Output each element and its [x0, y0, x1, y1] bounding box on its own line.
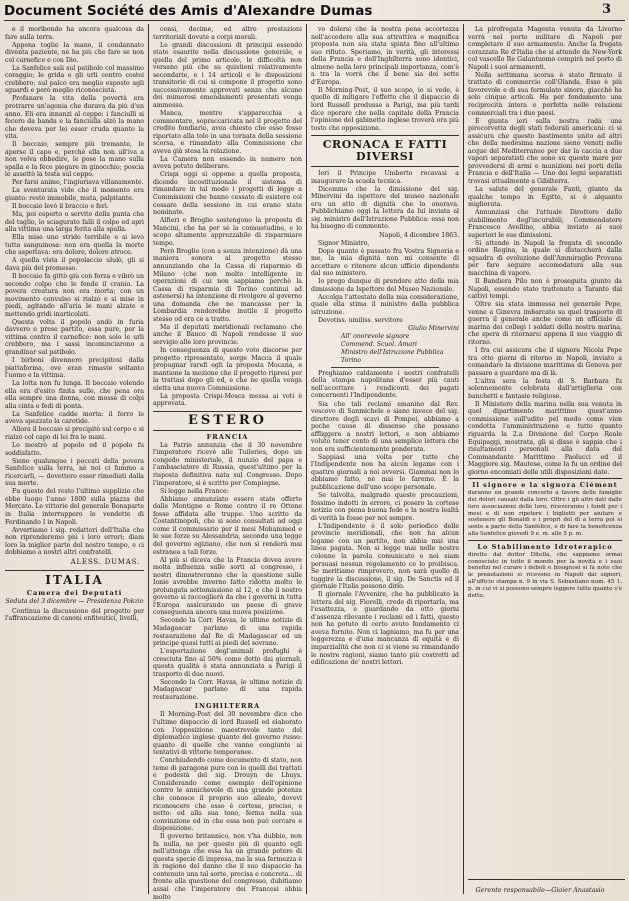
paragraph: Ella mise uno strido terribile e si levò tutta sanguinosa: non era quella la morte che aspettava: era dolore, dolore atroce.: [5, 234, 144, 257]
paragraph: Ieri il Principe Umberto recavasi a inaugurare la scuola tecnica.: [311, 170, 459, 185]
paragraph: Allora il boccaio si precipitò sul corpo e si rialzò col capo di lei fra le mani.: [5, 426, 144, 441]
paragraph: L'esportazione degl'animali profughi è cresciuta fino al 50% come detto dai giornali, questa qualità è stata annunziata a Parigi il trasporto di due nuovi.: [153, 648, 302, 678]
chamber-title: Camera dei Deputati: [26, 589, 123, 598]
paragraph: Ma il deputati meridionali reclamano che anche il Banco di Napoli rendesse il suo servigio alle loro provincie.: [153, 323, 302, 346]
paragraph: Preghiamo caldamente i nostri confratelli della stampa napolitana d'esser più cauti nell'accettare i rendiconti dei pagati concernenti l'Indipendente.: [311, 369, 459, 400]
letter-line: Signor Ministro,: [318, 239, 370, 247]
letter-line: Dopo quanto è passato fra Vostra Signoria e me, la mia dignità non mi consente di accettare o ritenere alcun ufficio dipendente dal suo ministero.: [311, 247, 459, 278]
paragraph: Per farsi animo, l'ingiuriava villanamente.: [12, 179, 144, 187]
paragraph: Sappiasi una volta per tutte che l'Indipendente non ha alcun legame con i quattro giornali a noi avversi. Giammai non lo abbiamo fatto, nè mai lo faremo. È la pubblicazione dell'uno scopo personale.: [311, 453, 459, 492]
paragraph: Il Morning-Post, il suo scopo, io si vede, è quello di mitigare l'effetto che il dispaccio di lord Russell produsse a Parigi, ma più tardi dice operare che nella capitale della Francia l'opinione del gabinetto inglese troverà ora più tosto che opposizione.: [311, 86, 459, 132]
paragraph: Abbiamo annunziato essere state offerte dalle Montigne e Rome contro il re Ottone fosse affidata alle truppe. Uno scritto da Costantinopoli, che si sono consultati ad oggi come il commissario per il mesi Mohammed e le sue forze su Alessandria, secondo una legge del governo egiziano, che non si renderà mai estranea a tali forze.: [153, 495, 302, 556]
paragraph: Sieno qualunque i peccati della povera Sanfelice sulla terra, nè noi ci fummo a ricercarli, — dovettero esser rimediati dalla sua morte.: [5, 457, 144, 488]
column-1-continued: [5, 608, 144, 623]
paragraph: Annunziasi che l'attuale Direttore dello stabilimento degl'incurabili, Commendatore Francesco Avellino, abbia inviato ai suoi superiori le sue dimissioni.: [468, 209, 622, 239]
addressee-line: Torino: [341, 357, 362, 365]
separator: [331, 367, 439, 368]
paragraph: Appena toglie la mano, il condannato diventa paziente, nè ha più che fare se non col carnefice e con Dio.: [5, 41, 144, 64]
addressee-line: Commend. Scuol. Amari: [341, 341, 418, 349]
paragraph: Lo mostrò al popolo ed il popolo fu soddisfatto.: [5, 442, 144, 457]
paragraph: Oltre sia stata immessa nel generale Pepe, venne a Ginevra imbarcato su quel trasporto di guerra il generale anche come un ufficiale di marina dei collegi i soldati della nostra marina, che spera di ritornarsi appena il suo viaggio di ritorno.: [468, 301, 622, 346]
section-title-italia: ITALIA: [45, 573, 104, 588]
paragraph: Manca, mentre s'apparecchia a commentare, sopraccaricata nel il progetto del credito fondiario, avea chiesto che esso fosse riportato alla tolo in una tornata della sessione scorsa, e rimandato alla Commissione che aveva già stesa la relazione.: [153, 110, 302, 155]
separator: [468, 540, 622, 541]
paragraph: A quella vista il popolaccio ululò, gli si dava più del promesso.: [5, 257, 144, 272]
paragraph: La Camera non essendo in numero non aveva potuto deliberare.: [153, 155, 302, 171]
column-divider-2: [306, 24, 307, 894]
francia-news: [153, 442, 302, 702]
letter-line: Accolga l'attestato della mia considerazione, quale ella stima il ministro della pubblica istruzione.: [311, 293, 459, 316]
column-divider-3: [463, 24, 464, 894]
column-1: [5, 26, 144, 894]
paragraph: Secondo la Corr. Havas, le ultime notizie di Madagascar parlano di una rapida restaurazione.: [153, 678, 302, 701]
paragraph: censi, decime, ed altre prestazioni territoriali dovute a corpi morali.: [153, 26, 302, 41]
paragraph: Nella settimana scorsa è stato firmato il trattato di commercio coll'Olanda. Esso è più favorevole e di sua formulato sinora, giacchè ha solo cinque articoli. Ha per fondamento una reciprocità intera e perfetta nelle relazioni commerciali tra i due paesi.: [468, 71, 622, 117]
paragraph: Conchiudendo come documento di stato, non teme di paragone pure con lo quelli dei trattati e podestà del sig. Drouyn de Lhuys. Considerando come esempio dell'opinione contro le annichevole di una grande potenza che conosce il proprio suo alleato, dovevi riconoscere che esso è cortese, preciso, e netto: ed alla sua tono, ferma nella sua convinzione ed in che essa non può cercare e disposizione.: [153, 757, 302, 833]
paragraph: Questa volta il popolo andò in furia davvero e prese partito, essa pure, per la vittima contro il carnefice: non solo le urli crebbero, ma i sassi incominciarono a grandinar sul patibolo.: [5, 318, 144, 356]
section-title-cronaca: CRONACA E FATTI DIVERSI: [311, 135, 459, 167]
stabilimento-title: Lo Stabilimento Idroterapico: [477, 542, 613, 551]
paragraph: Si attende in Napoli la fregata di secondo ordine Regina, la quale si distaccherà dalla squadra di evoluzione dell'Ammiraglio Provana per fare seguire accomodatura alla sua macchina di vapore.: [468, 239, 622, 277]
notice-title: Il signore e la signora Ciément: [472, 481, 618, 490]
column-3-rest: [311, 370, 459, 667]
paragraph: L'altra sera la festa di S. Barbara fu solennemente celebrata dall'artiglieria con banchetti e fantasie religiose.: [468, 377, 622, 400]
paragraph: La sventurata vide che il momento era giunto: restò immobile, muta, palpitante.: [5, 187, 144, 203]
letter-line: Devotiss. umiliss. servitore: [318, 317, 403, 325]
page-number: 3: [601, 2, 611, 17]
stabilimento-text: diretto dal dottor Ditella, che sappiamo ormai conosciuto in tutto il mondo per la novità e i suoi benefizi nel curare i deboli e bisognosi si fa noto che le prenotazioni si ricevono in Napoli dai signori, all'ufficio stampa n. 9 in via S. Sebastiano num. 45 1. p. in cui vi si possono sempre leggere tutto quanto s'è detto.: [468, 551, 622, 599]
minervini-letter: [311, 240, 459, 325]
paragraph: Si legge nella France:: [160, 487, 229, 495]
column-1-article: [5, 26, 144, 557]
letter-date: Napoli, 4 dicembre 1863.: [379, 231, 459, 239]
column-4-news: [468, 26, 622, 476]
paragraph: Al più si diceva che la Francia dovea avere molta influenza sulle sorti al congresso, i nostri dimostreranno che la questione sulle Ionie avrebbe inverno fatto ridotto molto le prolungata sottomissione al 12, e che il nostro governo si raccoglierà da che i governi in tutta l'Europa assicurando un paese di grave conseguenza ancora una nuova posizione.: [153, 556, 302, 617]
paragraph: e il moribondo ha ancora qualcosa da fare sulla terra.: [5, 26, 144, 41]
cronaca-news: [311, 170, 459, 231]
paragraph: Secondo la Corr. Havas, le ultime notizie di Madagascar parlano di una rapida restaurazione dal Re di Madagascar ed un principe quasi tutti ai piedi del sovrano.: [153, 617, 302, 648]
paragraph: Profanare la vita della povertà era protrarre un'agonia che durava da più d'un anno. Eli era innanzi al ceppo: i fanciulli si fecero da banda e la fanciulla alzò la mano che doveva per lei esser cruda quanto la vita.: [5, 95, 144, 141]
inghilterra-news: [153, 711, 302, 901]
page-banner: Document Société des Amis d'Alexandre Dumas: [4, 3, 373, 19]
paragraph: Però Broglio (con a senza intenzione) dà una maniera sonora al progetto stesso annunziando che la Cassa di risparmio di Milano (che non molto intelligente in operazioni di cui non sappiamo perchè la Cassa di risparmio di Torino continui ad astenersi) ha intenzione di rivolgere al governo una domanda che ne mancasse per la Lombardia renderebbe inutile il progetto stesso od era ce a tratto.: [153, 247, 302, 323]
addressee-line: All' onorevole signore: [341, 333, 410, 341]
paragraph: Fu questo del resto l'ultimo supplizio che ebbe luogo l'anno 1800 sulla piazza del Mercato. Le vittorie del generale Bonaparte in Italia interruppero le vendette di Ferdinando I in Napoli.: [5, 488, 144, 526]
letter-signature: Giulio Minervini: [408, 325, 459, 333]
subsection-inghilterra: INGHILTERRA: [194, 702, 261, 711]
paragraph: Ma, poi esperto o servito della punta che del taglio, lo sciagurato falli il colpo ed aprì alla vittima una larga ferita alla spalla.: [5, 211, 144, 234]
paragraph: La Sanfelice cadde morta: il ferro le aveva spezzato la carotide.: [5, 410, 144, 426]
paragraph: Avvertiamo i sig. redattori dell'Italia che non riprenderemo più i loro errori; diam loro la miglior parte del nostro tempo, e ci dobbiamo a nostri altri confratelli.: [5, 526, 144, 557]
top-rule: [4, 20, 625, 21]
session-line: Seduta del 3 dicembre — Presidenza Pokzio: [5, 598, 144, 606]
paragraph: In conseguenza di questo voto discorse per progetto ripresentato, sorge Macca il quale propugnar rarefi egli la proposta Mocana, e mantiene la mozione che il progetto ripresi per la trattasi dopo gli ed, e che ne quella venga eletta una nuova Commissione.: [153, 346, 302, 392]
paragraph: La salute del generale Fanti, giunto da qualche tempo in Egitto, si è alquanto migliorata.: [468, 185, 622, 209]
paragraph: Il boccaio, sempre più tremante, le aperse il capo e, perchè ella non ull'iva a non volva obbedire, le pose la mano sulla spalla e la fece piegare in ginocchio; poscia le assettò la testa sul ceppo.: [5, 141, 144, 179]
notice-text: daranno un grande concerto a favore delle famiglie dei dolori causati dalla loro. Oltre i gli altri dati dalle loro associazioni delle loro, riceveranno i fondi per i mesi e di non ripetere i biglietti per aiutare e sostenere gli Bonaldi e i propri del dì a terra poi si sente a parte della Sanfelice, e di fare la beneficenza alla Sanfelice giovedì 9 e. m. alle 5 p. m.: [468, 490, 622, 538]
paragraph: Il governo britannico, non v'ha dubbio, non fa nulla, ne per questo più di quanto egli nell'attenga che essa ha un grande potere di questa specie di impresa, ma la sua fermezza è in ragione del danno che il suo dispaccio ha contenuto una tal sorte, precisa e concreta... di fronte alla questione del congresso, dubitiamo assai che l'imperatore dei Francesi abbia molto: [153, 833, 302, 901]
column-4: [468, 26, 622, 874]
paragraph: Il boccaio levò il braccio e ferì.: [12, 203, 109, 211]
paragraph: L'Indipendente è il solo periodico delle provincie meridionali, che non ha alcun legame con un partito, non abbia mai una linea pagata. Non si legge mai nelle nostre colonne la parola comunicato e noi siam persuasi nessun regolamento ce lo proibisca. Se meritiamo rimprovero, non sarà quello di tuggire la discussione, il sig. De Sanctis ed il giornale l'Italia possono dirlo.: [311, 522, 459, 591]
column-divider-1: [148, 24, 149, 894]
paragraph: I fra cui assicura che il signore Nicola Pepe tra otto giorni di ritorno in Napoli, inviato a comandare la divisione marittima di Genova per passare a guardare ma di là.: [468, 346, 622, 377]
paragraph: Se talvolta, malgrado queste precauzioni, fossimo indotti in errore, ci posero la cortese notizia con piena buona fede e la nostra lealtà di verità la fosse per noi sempre.: [311, 492, 459, 522]
letter-addressee: [311, 333, 459, 365]
section-rule: [5, 570, 144, 571]
separator: [468, 478, 622, 479]
column-2: [153, 26, 302, 901]
addressee-line: Ministro dell'Istruzione Pubblica: [341, 349, 444, 357]
footer-gerente: Gerente responsabile—Gioier Anastasio: [475, 886, 605, 894]
article-signature: ALESS. DUMAS.: [70, 557, 140, 566]
paragraph: Crispi oggi si oppone a quella proposta, dicendo incostituzionale il sistema di rimandare in tal modo i progetti di legge a Commissioni che hanno cessato di esistere col cessare della sessione in cui erano state nominate.: [153, 171, 302, 217]
paragraph: vo dolersi che la nostra pena accortezza nell'accedere alla sua attrattiva e magnifica proposta non sia stata spinta fino all'ultimo suo rifiuto. Speriamo, in verità, gli interessi della Francia e dell'Inghilterra sono identici, almeno nella loro principali importanza, com'è a tra la vorrà che il bene sia dei sette d'Europa.: [311, 26, 459, 86]
paragraph: Il Ministero della marina nella sua venuta in quel dipartimento marittimo quest'anno commissione sull'udito pel modo come vien condotta l'amministrazione e tutto quanto riguarda la 2.a Divisione del Corpo Reale Equipaggi, mostrata, gli si disse è sappia che i risultamenti personali alla data del Commandante Marittimo Paolucci ed il Maggiore sig. Mautese, come la fu un ordine del giorno encomiati delle utili disposizioni date.: [468, 400, 622, 476]
subsection-francia: FRANCIA: [206, 432, 249, 441]
paragraph: La proposta Crispi-Mosca messa ai voti è approvata.: [153, 392, 302, 408]
column-3: [311, 26, 459, 894]
paragraph: Il boccaio fa gittò giù con forza e vibrò un secondo colpo che le fende il cranio. La povera creatura non era morta; con un movimento convulso si rialzò e si mise in piedi, agitando all'aria le mani alzate e mettendo gridi inarticolati.: [5, 273, 144, 318]
paragraph: I birboni divennero precipitosi dalla piattaforma, ove eran rimaste soltanto l'uomo e la vittima.: [5, 357, 144, 380]
paragraph: Le grandi discussioni di principii essendo state esaurite nella discussione generale, e quella del primo articolo, le difficoltà non versano più che su quistioni relativamente secondarie, e i 14 articoli e le disposizioni transitorie di cui si compone il progetto sono successivamente approvati senza che alcuno dei numerosi emendamenti presentati venga ammesso.: [153, 41, 302, 109]
footer-rule: [468, 879, 625, 880]
paragraph: La Sanfelice sali sul patibolo col massimo coraggio; le grida e gli urli contro costei crebbero; sul palco era meglio esposto agli sguardi e però meglio riconosciuta.: [5, 64, 144, 95]
paragraph: È giunta ieri sulla nostra rada una pirocorvetta degli stati federali americani: ci si assicura che questo bastimento unito ad altri che della medesima nazione sieno venuti nelle acque del Mediterraneo per dar la caccia a due vapori separatisti che sono su queste mare per provvedersi di armi e munizioni nei porti della Francia e dell'Italia — Uno dei legni separatisti trovasi attualmente a Gibilterra.: [468, 117, 622, 185]
paragraph: Il giornale l'Avvenire, che ha pubblicato la lettera del sig. Fiorelli, crede di riportarla, ma l'esattezza, e guardando da otto giorni d'assenza rilevante i reclami ed i fatti, questo non ha potuto di certo avuto fondamento ci aveva fornito. Non ci lagniamo, ma fu per una leggerezza e d'una mancanza di equità e di imparzialità che non ci si viene su rimandando le nostre ragioni, siamo tanto più costretti ad edificazione de' nostri lettori.: [311, 591, 459, 667]
paragraph: Il Morning-Post del 30 novembre dice che l'ultimo dispaccio di lord Russell ed elaborato con l'opposizione maestrevole tanto del diplomatico inglese quanto del governo russo: quanto di quelle che vanno congiunte ai tentativi di vittorie temporanee.: [153, 711, 302, 757]
paragraph: Sia che tali reclami emanino dal Rev. vescovo di Sanmichele o siano invece del sig. direttore degli scavi di Pompei, abbiamo a poche cause di dissenso che possano affliggere a nostri lettori, e non abbiamo voluto tener conto di una semplice lettera che non era sufficientemente ponderata.: [311, 400, 459, 453]
column-3-top-article: [311, 26, 459, 132]
paragraph: Continua la discussione del progetto per l'affrancazione di canoni enfiteutici, livelli,: [5, 607, 144, 623]
paragraph: Il Bandiera Pilo non è proseguita giunto da Napoli, essendo stato trattenuto a Taranto dai cattivi tempi.: [468, 278, 622, 301]
section-title-estero: ESTERO: [153, 411, 302, 431]
paragraph: La lotta non fu lunga. Il boccaio volendo ella era d'esito finita sulle, che pena ora ella sempre una donna, con mosse di colpi alla cinta e fedi di ponta.: [5, 380, 144, 410]
paragraph: La pirofregata Magenta venuta da Livorno verrà nel porto militare di Napoli per completare il suo armamento. Anche la fregata corazzata Re d'Italia che si attende da New-York col vascello Re Galantuomo compirà nel porto di Napoli i suoi armamenti.: [468, 26, 622, 71]
paragraph: Alfieri e Broglio sostengono la proposta di Mancini, che ha per sè la consuetudine, e lo scopo altamente apprezzabile di risparmiare tempo.: [153, 217, 302, 247]
letter-line: Io prego dunque di prendere atto della mia dimissione da Ispettore del Museo Nazionale.: [311, 278, 459, 293]
paragraph: Dicemmo che la dimissione del sig. Minervini da ispettore del museo nazionale era un atto di dignità che lo onorava. Pubblichiamo oggi la lettera da lui inviata al sig. ministro dell'Istruzione Pubblica: essa non ha bisogno di commento.: [311, 185, 459, 231]
paragraph: La Patrie annunzia che il 30 novembre l'imperatore ricevè alle Tuileries, dopo un congedo ministeriale, il nunzio del papa e l'ambasciatore di Russia, quest'ultimo per la risposta definitiva nata sul Congresso. Dopo l'imperatore, si è scritto per Compiegne.: [153, 441, 302, 487]
column-2-article: [153, 26, 302, 408]
